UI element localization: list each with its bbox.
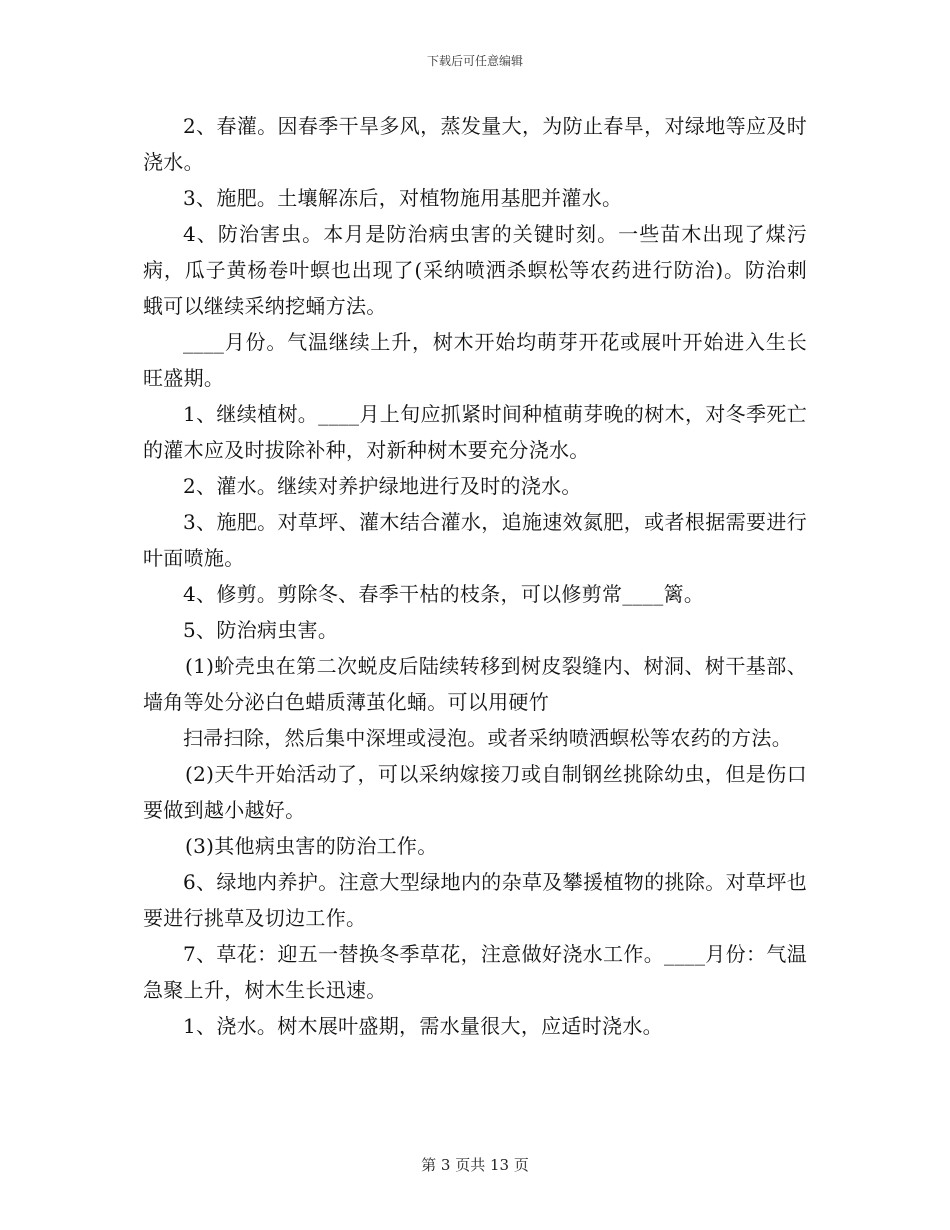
document-body: [143, 108, 807, 1044]
paragraph: 2、灌水。继续对养护绿地进行及时的浇水。: [183, 474, 582, 498]
page-number-footer: 第 3 页共 13 页: [421, 1156, 529, 1174]
paragraph: ____月份。气温继续上升，树木开始均萌芽开花或展叶开始进入生长旺盛期。: [143, 330, 807, 390]
paragraph: 3、施肥。对草坪、灌木结合灌水，追施速效氮肥，或者根据需要进行叶面喷施。: [143, 510, 807, 570]
paragraph: 1、继续植树。____月上旬应抓紧时间种植萌芽晚的树木，对冬季死亡的灌木应及时拔除补种，对新种树木要充分浇水。: [143, 402, 807, 462]
paragraph: 2、春灌。因春季干旱多风，蒸发量大，为防止春旱，对绿地等应及时浇水。: [143, 114, 807, 174]
paragraph: 扫帚扫除，然后集中深埋或浸泡。或者采纳喷洒螟松等农药的方法。: [183, 726, 792, 750]
paragraph: (1)蚧壳虫在第二次蜕皮后陆续转移到树皮裂缝内、树洞、树干基部、墙角等处分泌白色蜡质薄茧化蛹。可以用硬竹: [143, 654, 807, 714]
paragraph: 6、绿地内养护。注意大型绿地内的杂草及攀援植物的挑除。对草坪也要进行挑草及切边工作。: [143, 870, 807, 930]
paragraph: 7、草花：迎五一替换冬季草花，注意做好浇水工作。____月份：气温急聚上升，树木生长迅速。: [143, 942, 807, 1002]
paragraph: (3)其他病虫害的防治工作。: [185, 834, 438, 858]
paragraph: (2)天牛开始活动了，可以采纳嫁接刀或自制钢丝挑除幼虫，但是伤口要做到越小越好。: [143, 762, 807, 822]
paragraph: 3、施肥。土壤解冻后，对植物施用基肥并灌水。: [183, 186, 623, 210]
paragraph: 1、浇水。树木展叶盛期，需水量很大，应适时浇水。: [183, 1014, 663, 1038]
paragraph: 4、防治害虫。本月是防治病虫害的关键时刻。一些苗木出现了煤污病，瓜子黄杨卷叶螟也出现了(采纳喷洒杀螟松等农药进行防治)。防治刺蛾可以继续采纳挖蛹方法。: [143, 222, 807, 318]
page-header: 下载后可任意编辑: [426, 54, 523, 68]
paragraph: 4、修剪。剪除冬、春季干枯的枝条，可以修剪常____篱。: [183, 582, 705, 606]
paragraph: 5、防治病虫害。: [183, 618, 339, 642]
